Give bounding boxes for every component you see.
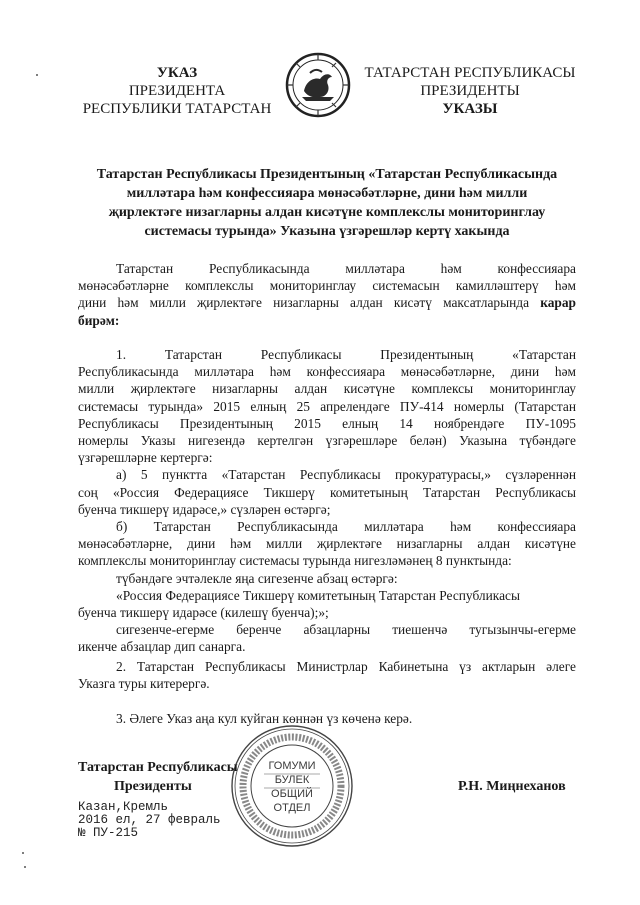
item1-a-line: буенча тикшерү идарәсе,» сүзләрен өстәргә; xyxy=(78,501,331,517)
item1-b2-line: «Россия Федерациясе Тикшерү комитетының Татарстан Республикасы xyxy=(116,587,520,603)
item1-line: номерлы Указы нигезендә кертелгән үзгәрешләре белән) Указына түбәндәге xyxy=(78,433,576,449)
scan-speck xyxy=(36,74,38,76)
preamble-line: мөнәсәбәтләрне комплекслы мониторинглау системасын камилләштерү һәм xyxy=(78,278,576,294)
header-right-line-3: УКАЗЫ xyxy=(442,101,498,117)
signature-name: Р.Н. Миңнеханов xyxy=(458,779,566,794)
scan-speck xyxy=(24,866,26,868)
place-date-number xyxy=(78,801,221,840)
header-right-line-2: ПРЕЗИДЕНТЫ xyxy=(420,83,520,99)
header-right-line-1: ТАТАРСТАН РЕСПУБЛИКАСЫ xyxy=(364,65,576,81)
item1-a-line: соң «Россия Федерациясе Тикшерү комитетының Татарстан Республикасы xyxy=(78,484,576,500)
item1-b1-line: түбәндәге эчтәлекле яңа сигезенче абзац өстәргә: xyxy=(116,570,398,586)
item1-b3-line: икенче абзацлар дип санарга. xyxy=(78,639,246,655)
item-2 xyxy=(78,658,576,692)
item1-a-line: а) 5 пунктта «Татарстан Республикасы прокуратурасы,» сүзләреннән xyxy=(116,467,576,483)
header-left-line-2: ПРЕЗИДЕНТА xyxy=(128,83,226,99)
header-left-line-3: РЕСПУБЛИКИ ТАТАРСТАН xyxy=(82,101,272,117)
coat-of-arms-icon xyxy=(284,51,352,119)
number-line: № ПУ-215 xyxy=(78,826,139,840)
item2-line: Указга туры китерергә. xyxy=(78,676,210,692)
item-1 xyxy=(78,346,576,656)
item1-b2-line: буенча тикшерү идарәсе (килешү буенча);»; xyxy=(78,605,329,621)
stamp-text: ОБЩИЙ xyxy=(271,788,313,800)
item1-line: Республикасында милләтара һәм конфессияара мөнәсәбәтләрне, дини һәм xyxy=(78,364,576,380)
title-line: милләтара һәм конфессияара мөнәсәбәтләрне, дини һәм милли xyxy=(126,186,528,201)
preamble-line xyxy=(78,294,576,311)
item1-line: милли җирлектәге низагларны алдан кисәтүне комплексы мониторинглау xyxy=(78,381,576,397)
date-line: 2016 ел, 27 февраль xyxy=(78,813,221,827)
title-line: системасы турында» Указына үзгәрешләр кертү хакында xyxy=(144,224,510,239)
stamp-text: БУЛЕК xyxy=(274,774,310,786)
item1-line: үзгәрешләрне кертергә: xyxy=(78,450,213,466)
scan-speck xyxy=(22,852,24,854)
preamble-line-text: дини һәм милли җирлектәге низагларны алдан кисәтү максатларында xyxy=(78,295,541,311)
signature-position-line: Татарстан Республикасы xyxy=(78,760,238,775)
preamble xyxy=(78,260,576,329)
title-line: Татарстан Республикасы Президентының «Татарстан Республикасында xyxy=(96,167,558,182)
signature-position-line: Президенты xyxy=(114,779,192,794)
header-left xyxy=(72,64,282,118)
signature-position xyxy=(78,758,253,796)
header-right xyxy=(360,64,580,118)
preamble-line xyxy=(78,312,576,329)
item1-line: Республикасы Президентының 2015 елның 14 ноябрендәге ПУ-1095 xyxy=(78,415,576,431)
header-left-line-1: УКАЗ xyxy=(156,65,198,81)
item2-line: 2. Татарстан Республикасы Министрлар Кабинетына үз актларын әлеге xyxy=(116,659,576,674)
item1-b3-line: сигезенче-егерме беренче абзацларны тиешенчә тугызынчы-егерме xyxy=(116,622,576,638)
title-line: җирлектәге низагларны алдан кисәтүне комплекслы мониторинглау xyxy=(108,205,546,220)
stamp-text: ОТДЕЛ xyxy=(273,802,311,814)
item1-line: системасы турында» 2015 елның 25 апрелендәге ПУ-414 номерлы (Татарстан xyxy=(78,398,576,414)
preamble-line: Татарстан Республикасында милләтара һәм конфессияара xyxy=(116,261,576,276)
decision-word-2: бирәм: xyxy=(78,312,120,328)
item1-b-line: б) Татарстан Республикасында милләтара һәм конфессияара xyxy=(116,519,576,535)
item3-line: 3. Әлеге Указ аңа кул куйган көннән үз көченә керә. xyxy=(116,711,413,726)
decree-title xyxy=(78,165,576,241)
decision-word: карар xyxy=(540,295,576,311)
item1-b-line: комплекслы мониторинглау системасы турында нигезләмәнең 8 пунктында: xyxy=(78,553,512,569)
item1-b-line: мөнәсәбәтләрне, дини һәм милли җирлектәге низагларны алдан кисәтүне xyxy=(78,536,576,552)
stamp-center-text xyxy=(268,760,315,814)
item1-line: 1. Татарстан Республикасы Президентының «Татарстан xyxy=(116,347,576,362)
place-line: Казан,Кремль xyxy=(78,800,169,814)
stamp-text: ГОМУМИ xyxy=(268,760,316,772)
